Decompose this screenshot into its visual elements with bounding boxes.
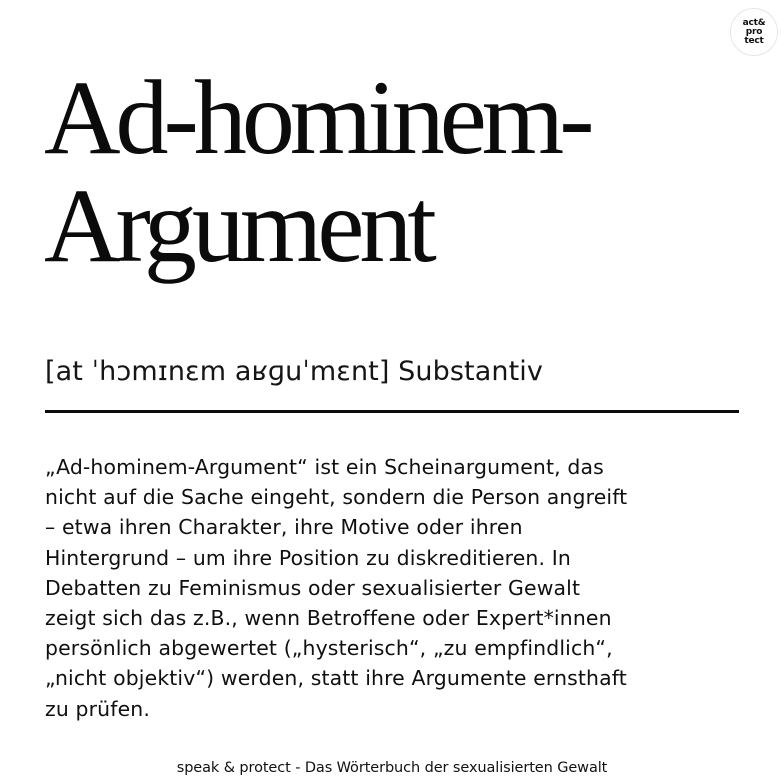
entry-title-line-2: Argument bbox=[44, 167, 432, 284]
divider-line bbox=[45, 410, 739, 413]
definition-text: „Ad-hominem-Argument“ ist ein Scheinargument, das nicht auf die Sache eingeht, sondern die Person angreift – etwa ihren Charakter, ihre Motive oder ihren Hintergrund – um ihre Position zu diskreditieren. In Debatten zu Feminismus oder sexualisierter Gewalt zeigt sich das z.B., wenn Betroffene oder Expert*innen persönlich abgewertet („hysterisch“, „zu empfindlich“, „nicht objektiv“) werden, statt ihre Argumente ernsthaft zu prüfen. bbox=[45, 455, 628, 721]
logo-line-2: pro bbox=[745, 26, 763, 37]
act-protect-logo bbox=[730, 8, 778, 56]
entry-title bbox=[44, 59, 744, 284]
entry-title-line-1: Ad-hominem- bbox=[44, 59, 590, 176]
footer-caption: speak & protect - Das Wörterbuch der sexualisierten Gewalt bbox=[176, 760, 608, 776]
logo-line-1: act& bbox=[742, 17, 766, 28]
logo-line-3: tect bbox=[744, 35, 764, 46]
pronunciation-and-word-class: [at ˈhɔmɪnɛm aʁɡuˈmɛnt] Substantiv bbox=[45, 356, 543, 387]
